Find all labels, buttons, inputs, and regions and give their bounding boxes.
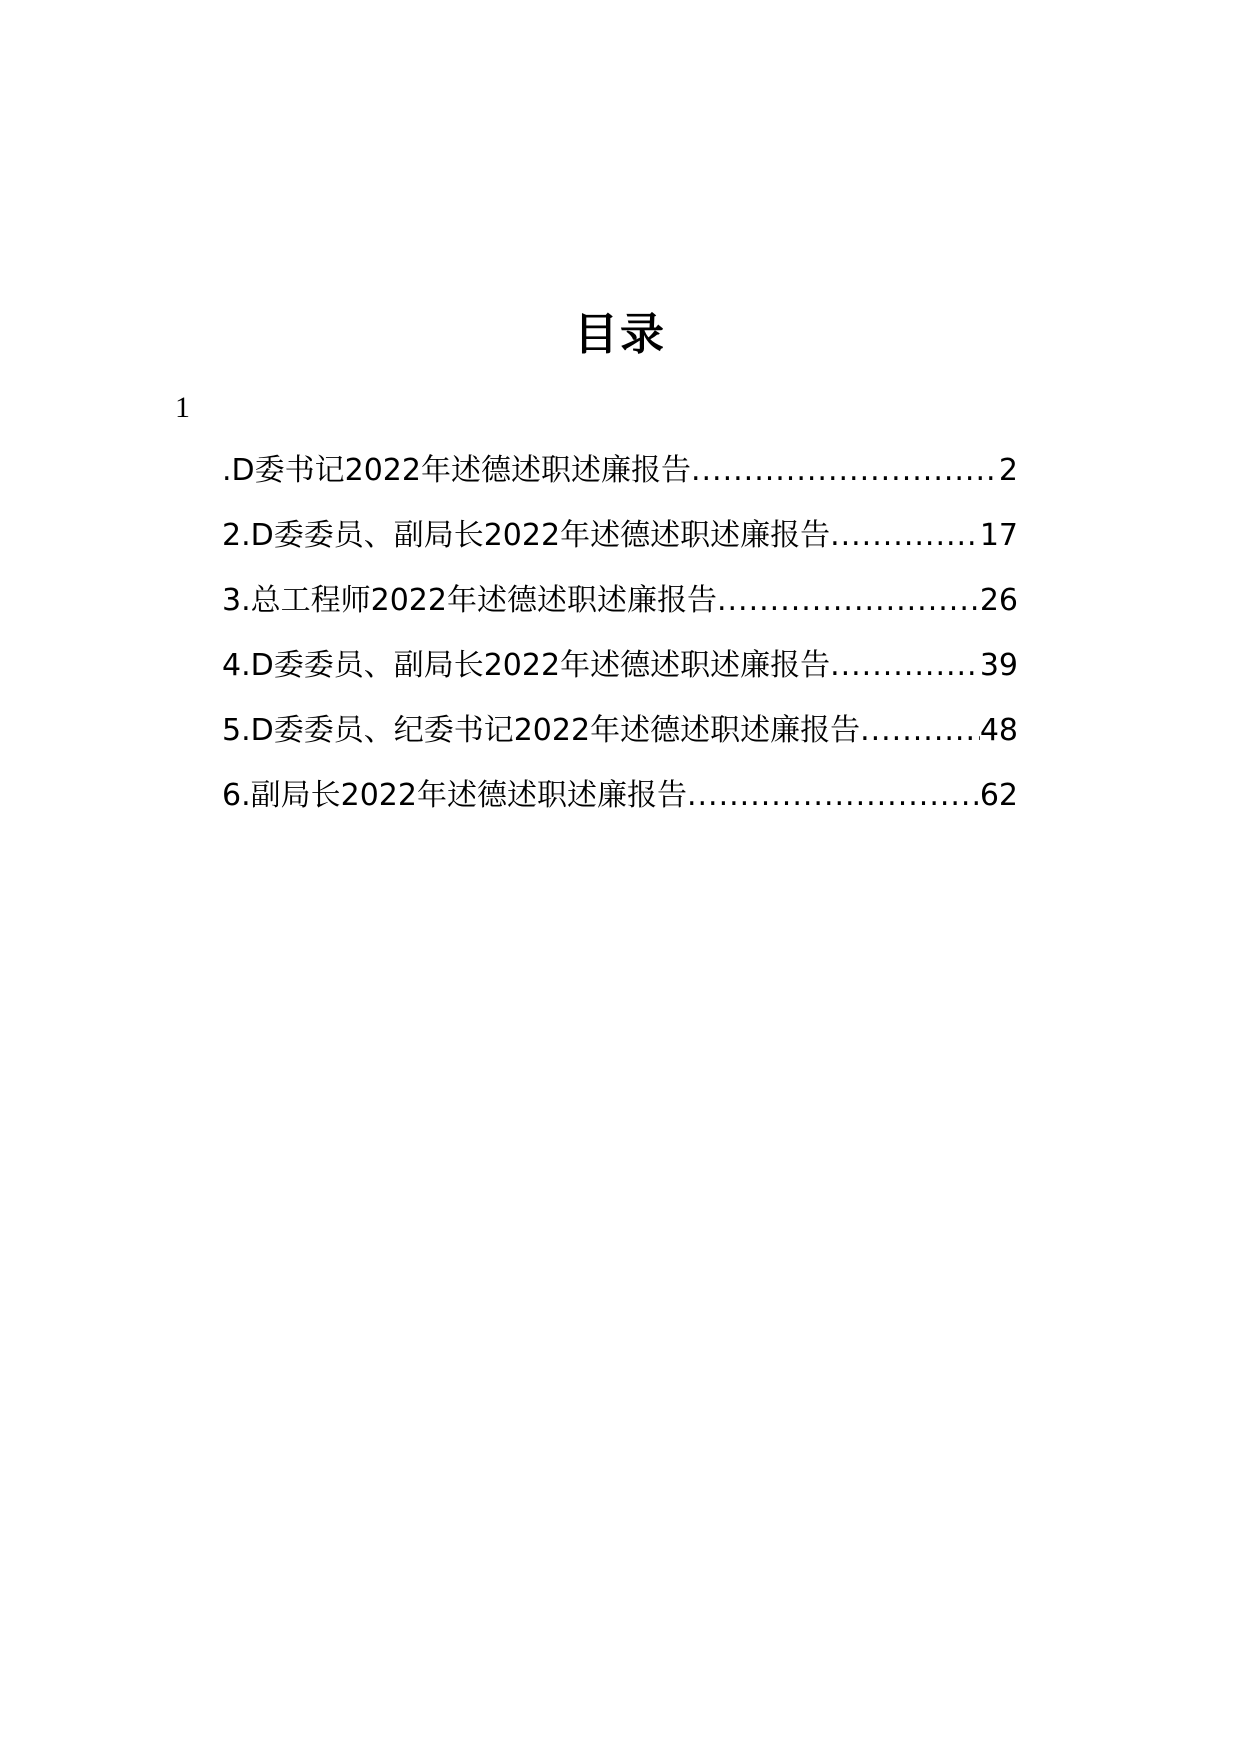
toc-page-number: 48 xyxy=(979,713,1018,748)
toc-list xyxy=(222,448,1018,838)
toc-page-number: 26 xyxy=(979,583,1018,618)
toc-page-number: 39 xyxy=(979,648,1018,683)
toc-dot-leader xyxy=(830,513,980,559)
toc-entry-text: 2.D委委员、副局长2022年述德述职述廉报告 xyxy=(222,518,831,553)
toc-title: 目录 xyxy=(574,309,666,360)
toc-dot-leader xyxy=(830,643,980,689)
toc-dot-leader xyxy=(717,578,980,624)
toc-entry-5[interactable] xyxy=(222,708,1018,773)
toc-entry-text: 3.总工程师2022年述德述职述廉报告 xyxy=(222,583,717,618)
toc-dot-leader xyxy=(687,773,980,819)
toc-entry-3[interactable] xyxy=(222,578,1018,643)
toc-entry-text: 6.副局长2022年述德述职述廉报告 xyxy=(222,778,687,813)
toc-entry-1[interactable] xyxy=(222,448,1018,513)
stray-number: 1 xyxy=(175,391,190,424)
toc-entry-2[interactable] xyxy=(222,513,1018,578)
toc-page-number: 17 xyxy=(979,518,1018,553)
toc-dot-leader xyxy=(691,448,999,494)
toc-entry-4[interactable] xyxy=(222,643,1018,708)
toc-entry-6[interactable] xyxy=(222,773,1018,838)
toc-entry-text: .D委书记2022年述德述职述廉报告 xyxy=(222,453,691,488)
toc-page-number: 62 xyxy=(979,778,1018,813)
toc-page-number: 2 xyxy=(998,453,1018,488)
toc-entry-text: 4.D委委员、副局长2022年述德述职述廉报告 xyxy=(222,648,831,683)
toc-dot-leader xyxy=(860,708,980,754)
toc-entry-text: 5.D委委员、纪委书记2022年述德述职述廉报告 xyxy=(222,713,861,748)
